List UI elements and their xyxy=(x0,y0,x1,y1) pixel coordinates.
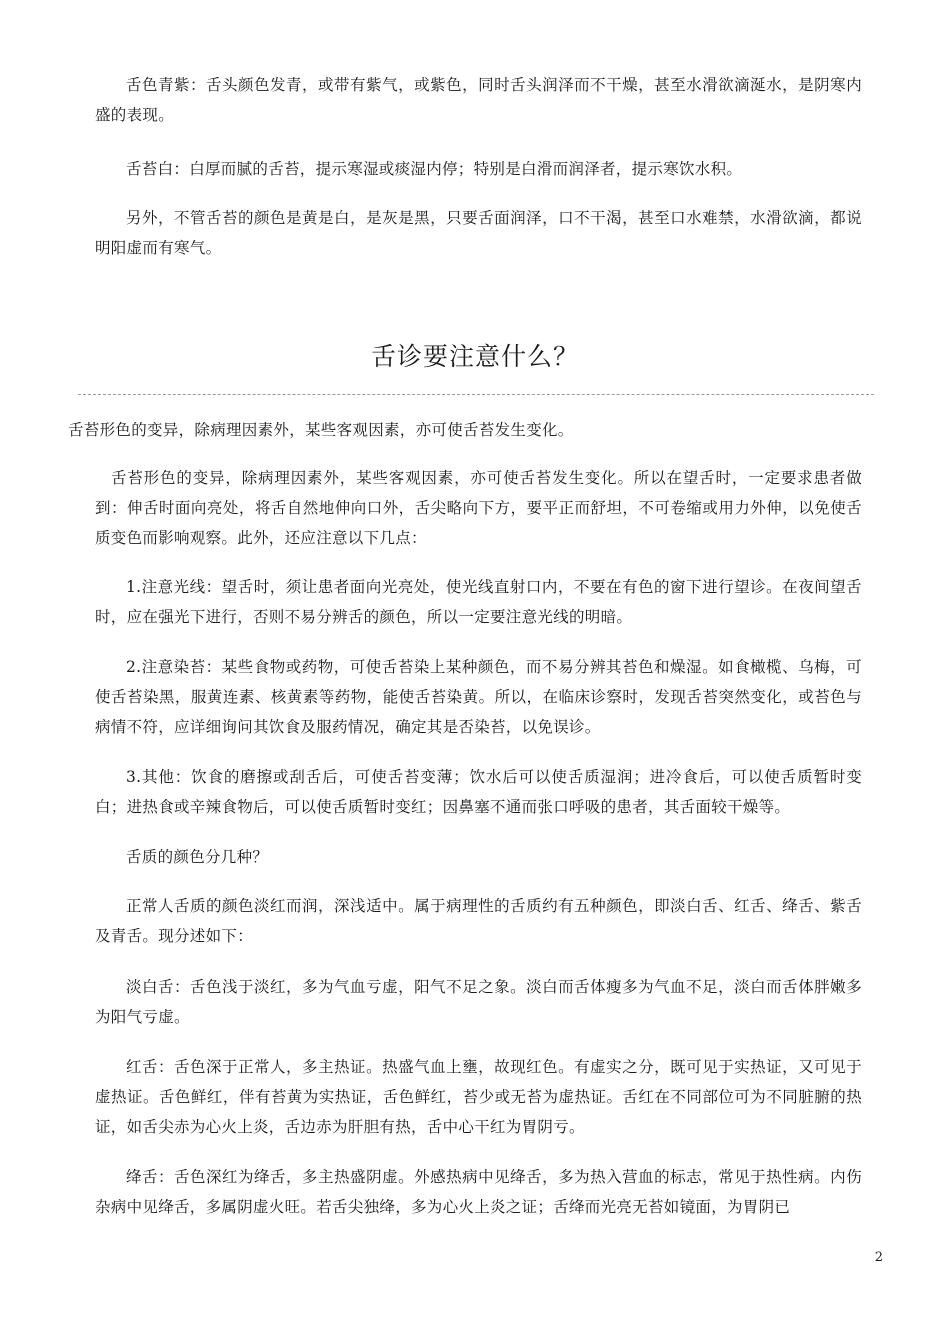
paragraph-yang-deficiency: 另外，不管舌苔的颜色是黄是白，是灰是黑，只要舌面润泽，口不干渴，甚至口水难禁，水滑欲滴，都说明阳虚而有寒气。 xyxy=(95,209,862,257)
subheading-tongue-colors: 舌质的颜色分几种？ xyxy=(126,848,269,866)
paragraph-note-other: 3.其他：饮食的磨擦或刮舌后，可使舌苔变薄；饮水后可以使舌质湿润；进冷食后，可以使舌质暂时变白；进热食或辛辣食物后，可以使舌质暂时变红；因鼻塞不通而张口呼吸的患者，其舌面较干燥等。 xyxy=(95,768,862,816)
paragraph-note-lighting: 1.注意光线：望舌时，须让患者面向光亮处，使光线直射口内，不要在有色的窗下进行望诊。在夜间望舌时，应在强光下进行，否则不易分辨舌的颜色，所以一定要注意光线的明暗。 xyxy=(95,578,862,626)
paragraph-crimson-tongue: 绛舌：舌色深红为绛舌，多主热盛阴虚。外感热病中见绛舌，多为热入营血的标志，常见于热性病。内伤杂病中见绛舌，多属阴虚火旺。若舌尖独绛，多为心火上炎之证；舌绛而光亮无苔如镜面，为胃阴已 xyxy=(95,1168,862,1216)
section-intro: 舌苔形色的变异，除病理因素外，某些客观因素，亦可使舌苔发生变化。 xyxy=(68,421,574,439)
paragraph-white-coating: 舌苔白：白厚而腻的舌苔，提示寒湿或痰湿内停；特别是白滑而润泽者，提示寒饮水积。 xyxy=(126,160,743,178)
paragraph-red-tongue: 红舌：舌色深于正常人，多主热证。热盛气血上壅，故现红色。有虚实之分，既可见于实热证，又可见于虚热证。舌色鲜红，伴有苔黄为实热证，舌色鲜红，苔少或无苔为虚热证。舌红在不同部位可为不同脏腑的热证，如舌尖赤为心火上炎，舌边赤为肝胆有热，舌中心干红为胃阴亏。 xyxy=(95,1058,862,1136)
paragraph-pale-tongue: 淡白舌：舌色浅于淡红，多为气血亏虚，阳气不足之象。淡白而舌体瘦多为气血不足，淡白而舌体胖嫩多为阳气亏虚。 xyxy=(95,978,862,1026)
paragraph-normal-tongue: 正常人舌质的颜色淡红而润，深浅适中。属于病理性的舌质约有五种颜色，即淡白舌、红舌、绛舌、紫舌及青舌。现分述如下： xyxy=(95,897,862,945)
paragraph-tongue-cyan-purple: 舌色青紫：舌头颜色发青，或带有紫气，或紫色，同时舌头润泽而不干燥，甚至水滑欲滴涎水，是阴寒内盛的表现。 xyxy=(95,76,862,124)
dashed-divider xyxy=(78,394,874,395)
page-number: 2 xyxy=(874,1250,883,1265)
paragraph-observation-requirements: 舌苔形色的变异，除病理因素外，某些客观因素，亦可使舌苔发生变化。所以在望舌时，一定要求患者做到：伸舌时面向亮处，将舌自然地伸向口外，舌尖略向下方，要平正而舒坦，不可卷缩或用力外伸，以免使舌质变色而影响观察。此外，还应注意以下几点： xyxy=(95,469,862,547)
section-title: 舌诊要注意什么？ xyxy=(370,342,579,371)
paragraph-note-stained-coating: 2.注意染苔：某些食物或药物，可使舌苔染上某种颜色，而不易分辨其苔色和燥湿。如食橄榄、乌梅，可使舌苔染黑，服黄连素、核黄素等药物，能使舌苔染黄。所以，在临床诊察时，发现舌苔突然变化，或苔色与病情不符，应详细询问其饮食及服药情况，确定其是否染苔，以免误诊。 xyxy=(95,658,862,736)
